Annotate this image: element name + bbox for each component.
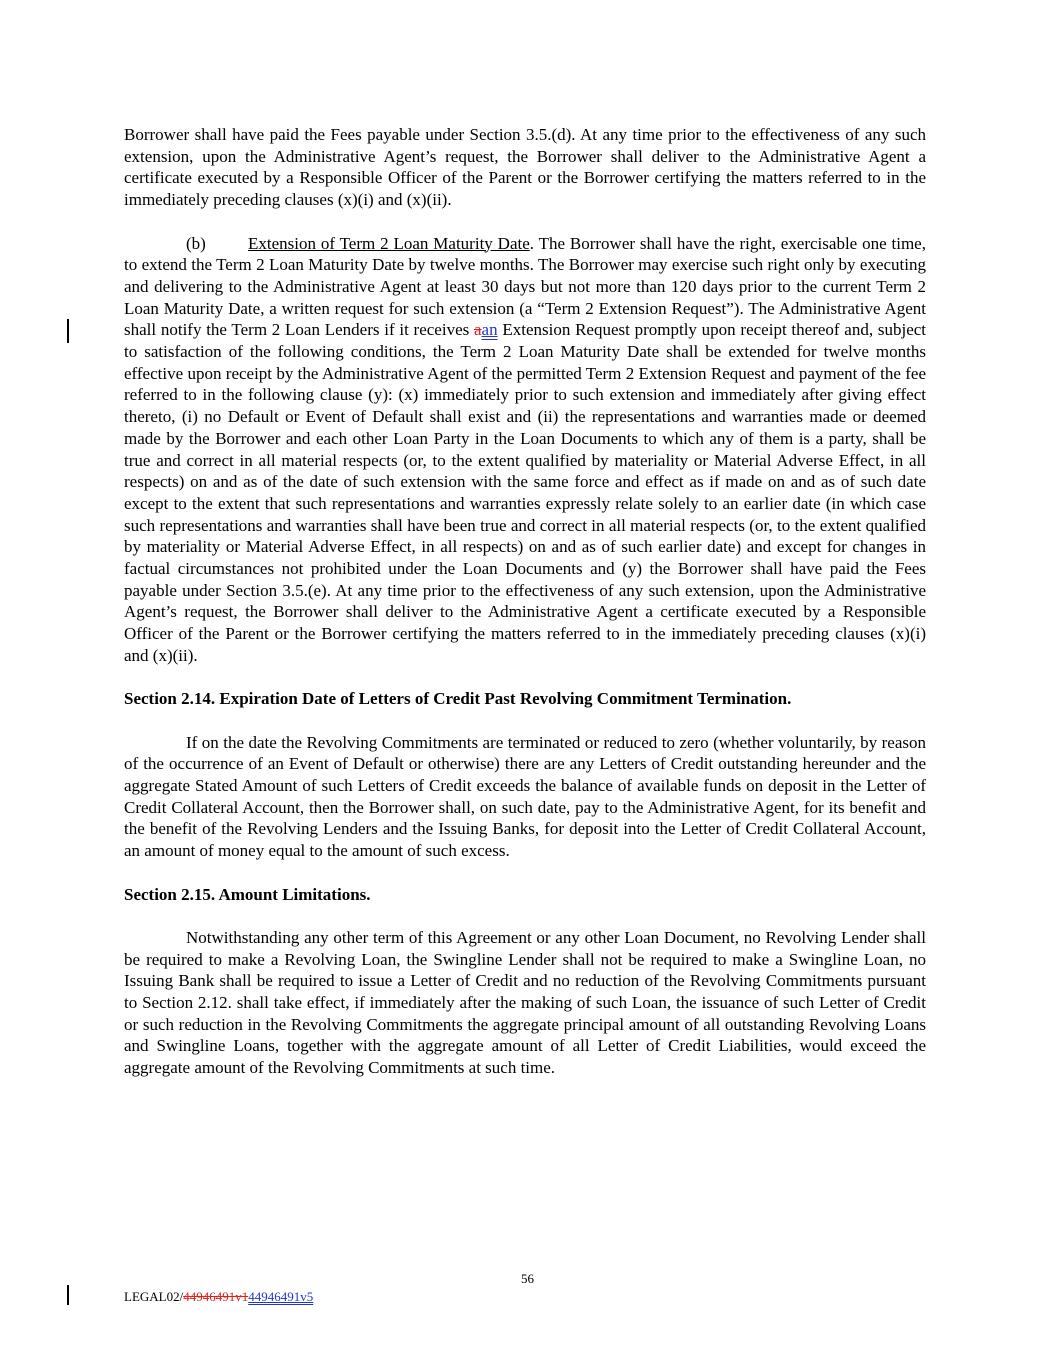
section-2-14-body: If on the date the Revolving Commitments are terminated or reduced to zero (whether voluntarily, by reason of the occurrence of an Event of Default or otherwise) there are any Letters of Credit outstanding hereunder and the aggregate Stated Amount of such Letters of Credit exceeds the balance of available funds on deposit in the Letter of Credit Collateral Account, then the Borrower shall, on such date, pay to the Administrative Agent, for its benefit and the benefit of the Revolving Lenders and the Issuing Banks, for deposit into the Letter of Credit Collateral Account, an amount of money equal to the amount of such excess. — [124, 732, 926, 861]
section-2-15-body: Notwithstanding any other term of this Agreement or any other Loan Document, no Revolving Lender shall be required to make a Revolving Loan, the Swingline Lender shall not be required to make a Swingline Loan, no Issuing Bank shall be required to issue a Letter of Credit and no reduction of the Revolving Commitments pursuant to Section 2.12. shall take effect, if immediately after the making of such Loan, the issuance of such Letter of Credit or such reduction in the Revolving Commitments the aggregate principal amount of all outstanding Revolving Loans and Swingline Loans, together with the aggregate amount of all Letter of Credit Liabilities, would exceed the aggregate amount of the Revolving Commitments at such time. — [124, 927, 926, 1078]
paragraph-b-text-2: Extension Request promptly upon receipt thereof and, subject to satisfaction of the following conditions, the Term 2 Loan Maturity Date shall be extended for twelve months effective upon receipt by the Administrative Agent of the permitted Term 2 Extension Request and payment of the fee referred to in the following clause (y): (x) immediately prior to such extension and immediately after giving effect thereto, (i) no Default or Event of Default shall exist and (ii) the representations and warranties made or deemed made by the Borrower and each other Loan Party in the Loan Documents to which any of them is a party, shall be true and correct in all material respects (or, to the extent qualified by materiality or Material Adverse Effect, in all respects) on and as of the date of such extension with the same force and effect as if made on and as of such date except to the extent that such representations and warranties expressly relate solely to an earlier date (in which case such representations and warranties shall have been true and correct in all material respects (or, to the extent qualified by materiality or Material Adverse Effect, in all respects) on and as of such earlier date) and except for changes in factual circumstances not prohibited under the Loan Documents and (y) the Borrower shall have paid the Fees payable under Section 3.5.(e). At any time prior to the effectiveness of any such extension, upon the Administrative Agent’s request, the Borrower shall deliver to the Administrative Agent a certificate executed by a Responsible Officer of the Parent or the Borrower certifying the matters referred to in the immediately preceding clauses (x)(i) and (x)(ii). — [124, 320, 927, 665]
change-bar-paragraph — [67, 319, 69, 343]
footer-inserted-id: 44946491v5 — [248, 1289, 314, 1304]
paragraph-b-text-1: . The Borrower shall have the right, exercisable one time, to extend the Term 2 Loan Maturity Date by twelve months. The Borrower may exercise such right only by executing and delivering to the Administrative Agent at least 30 days but not more than 120 days prior to the current Term 2 Loan Maturity Date, a written request for such extension (a “Term 2 Extension Request”). The Administrative Agent shall notify the Term 2 Loan Lenders if it receives — [124, 233, 926, 340]
change-bar-footer — [67, 1285, 69, 1305]
document-page — [124, 124, 926, 1079]
document-id-footer — [124, 1289, 313, 1305]
paragraph-b — [124, 233, 926, 667]
footer-prefix: LEGAL02/ — [124, 1289, 184, 1304]
deleted-text: a — [474, 320, 482, 340]
page-number: 56 — [521, 1271, 534, 1286]
inserted-text: an — [481, 320, 498, 340]
item-title: Extension of Term 2 Loan Maturity Date — [248, 233, 530, 253]
section-2-15-heading: Section 2.15. Amount Limitations. — [124, 884, 371, 904]
footer-deleted-id: 44946491v1 — [183, 1289, 249, 1304]
paragraph-continuation: Borrower shall have paid the Fees payable under Section 3.5.(d). At any time prior to the effectiveness of any such extension, upon the Administrative Agent’s request, the Borrower shall deliver to the Administrative Agent a certificate executed by a Responsible Officer of the Parent or the Borrower certifying the matters referred to in the immediately preceding clauses (x)(i) and (x)(ii). — [124, 125, 926, 210]
section-2-14-heading: Section 2.14. Expiration Date of Letters of Credit Past Revolving Commitment Termination. — [124, 689, 792, 709]
item-number: (b) — [186, 233, 206, 253]
